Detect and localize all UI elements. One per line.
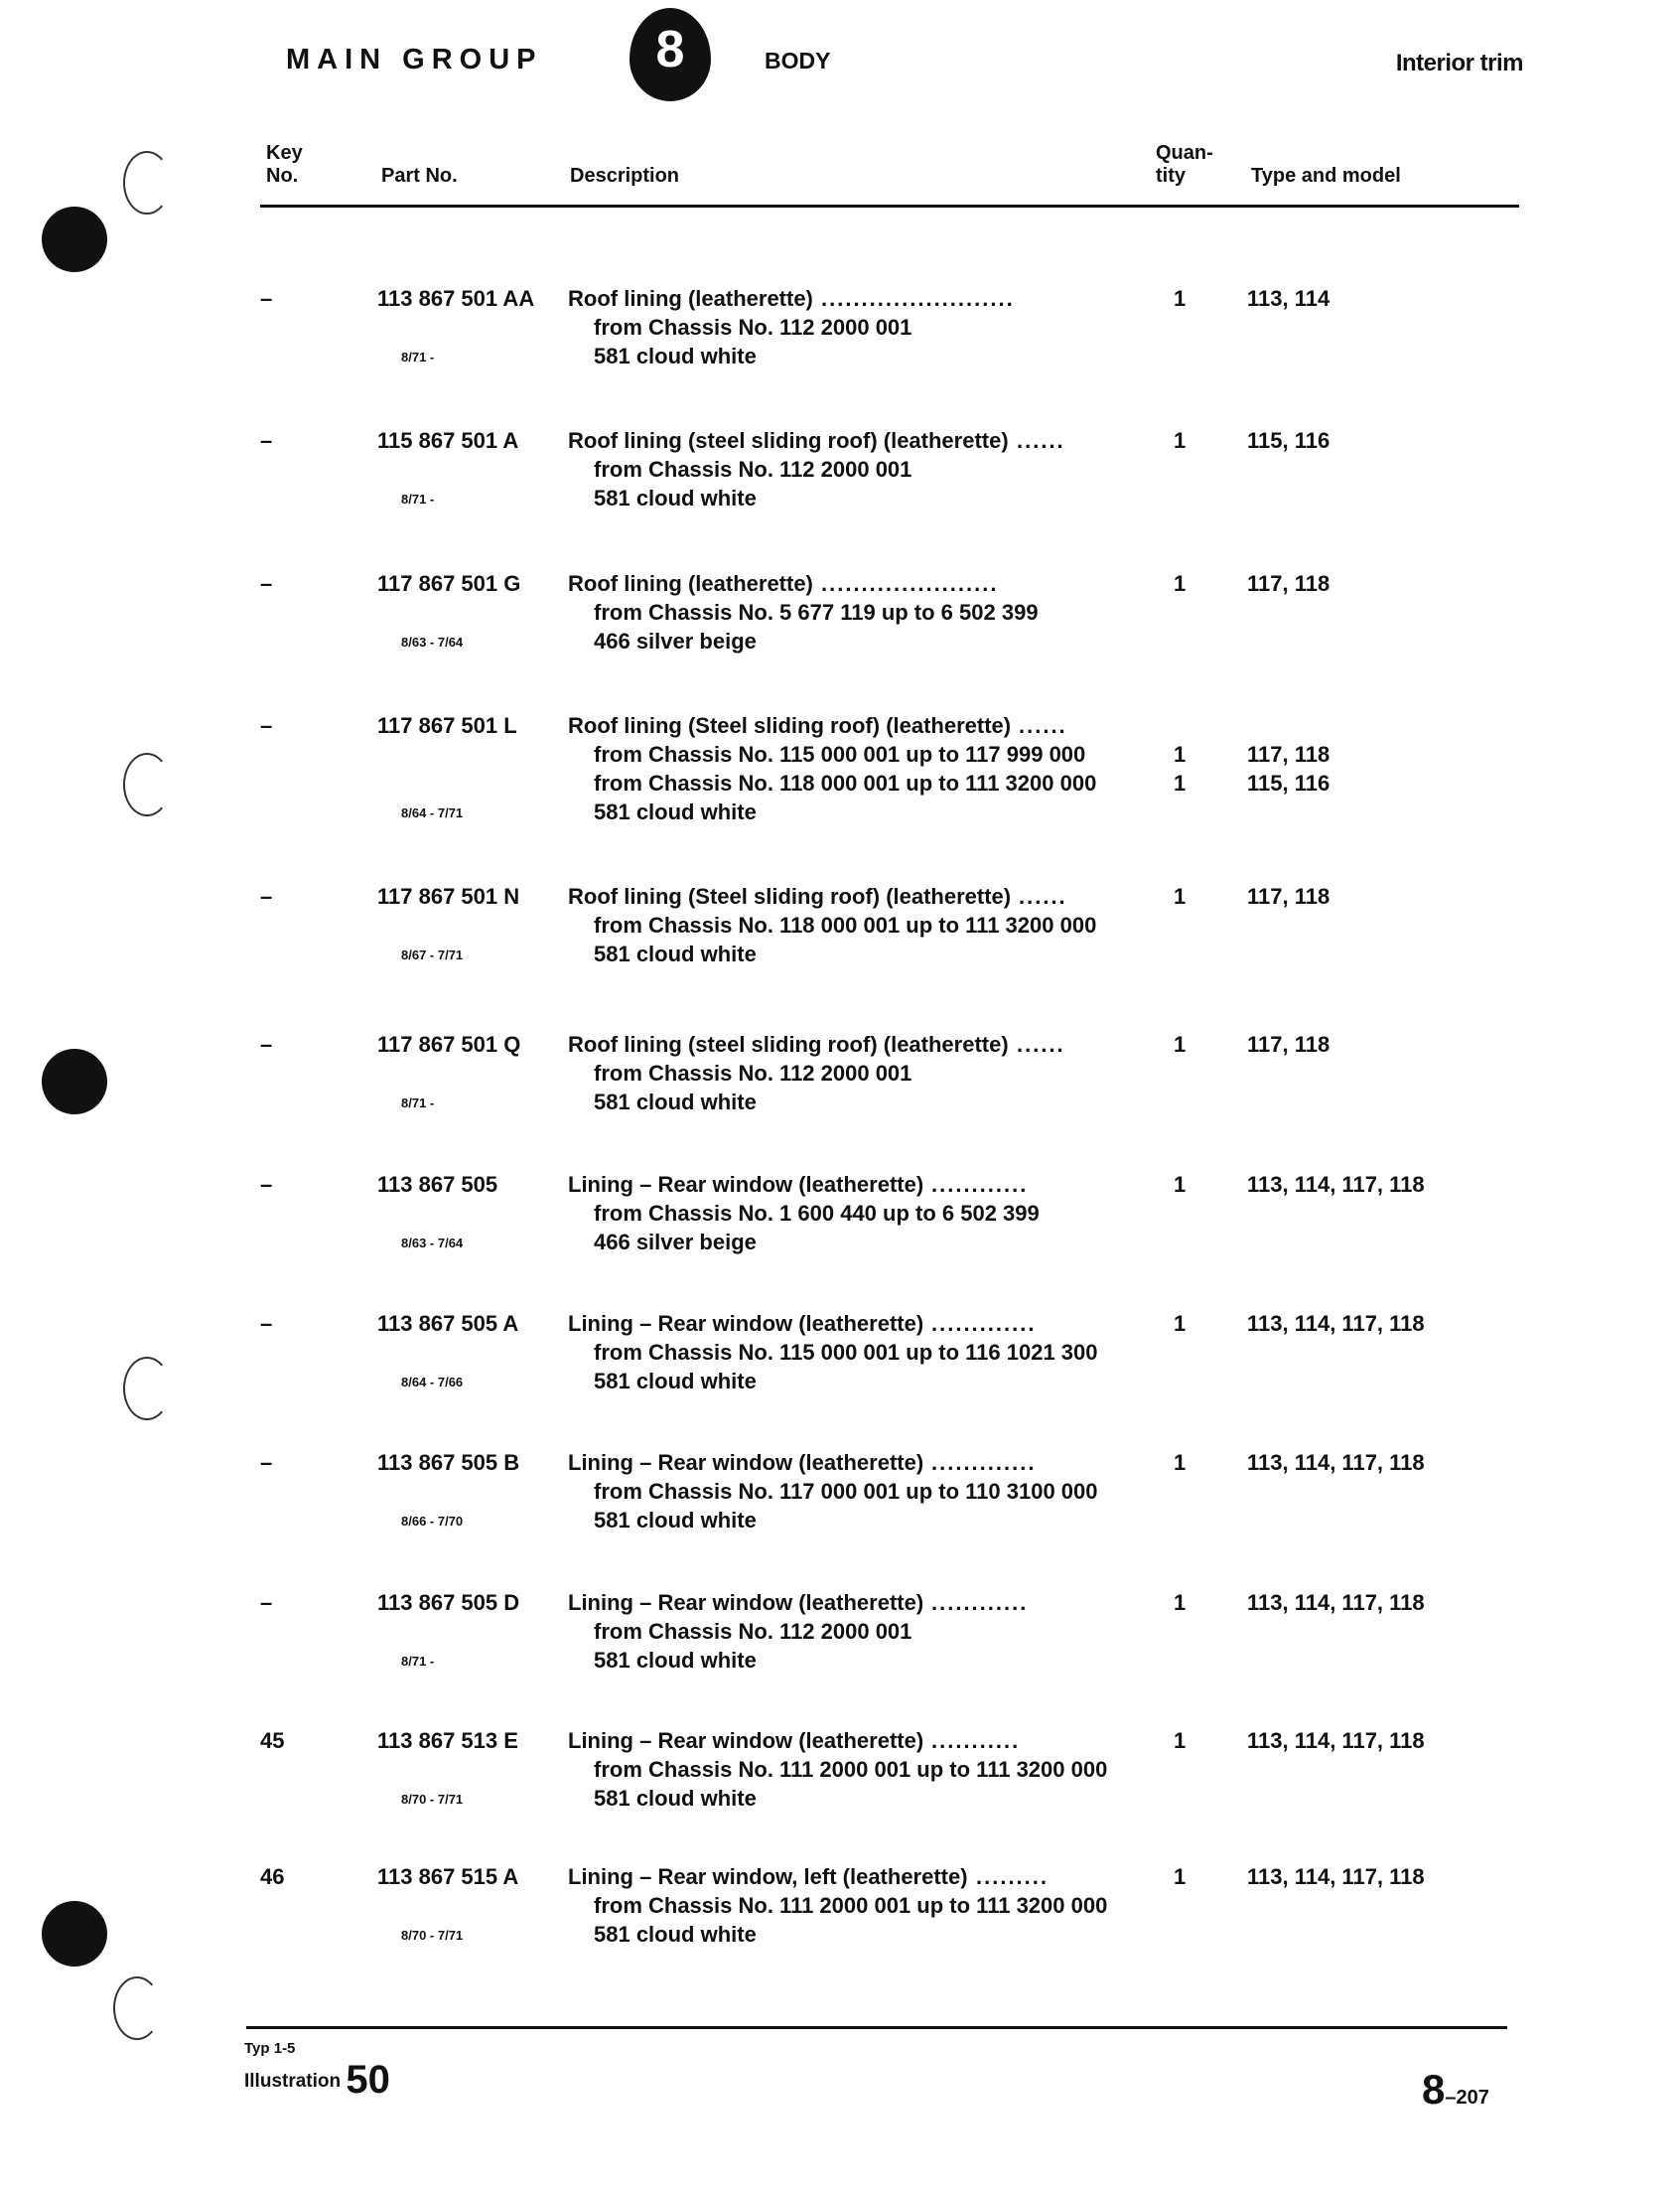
validity-date: 8/70 - 7/71 [401,1792,464,1807]
ring-mark [123,1357,171,1420]
group-number: 8 [655,21,685,78]
leader-dots: ...... [1017,428,1065,453]
part-number: 113 867 513 E [377,1728,518,1753]
col-qty-line2: tity [1156,165,1186,187]
sub-line: from Chassis No. 115 000 001 up to 117 999 000 [594,742,1086,767]
col-quantity [1156,142,1213,188]
punch-hole-middle [42,1049,107,1114]
part-number: 113 867 505 B [377,1450,520,1475]
leader-dots: ...................... [821,571,999,596]
quantity: 1 [1174,884,1187,909]
sub-line: 581 cloud white [594,1369,757,1393]
key-number: – [260,428,273,453]
leader-dots: ............. [931,1450,1037,1475]
illustration-number: 50 [346,2058,390,2102]
type-model: 113, 114, 117, 118 [1247,1450,1425,1475]
quantity: 1 [1174,1450,1187,1475]
leader-dots: ............ [931,1172,1029,1197]
validity-date: 8/71 - [401,1095,435,1110]
type-model: 117, 118 [1247,1032,1330,1057]
col-key-line1: Key [266,142,303,164]
sub-line: from Chassis No. 5 677 119 up to 6 502 399 [594,600,1039,625]
sub-line: 581 cloud white [594,1786,757,1811]
description: Lining – Rear window (leatherette) [568,1590,924,1615]
sub-line: 466 silver beige [594,629,757,654]
leader-dots: ...... [1019,713,1067,738]
punch-hole-top [42,207,107,272]
main-group-label: MAIN GROUP [286,44,543,75]
leader-dots: ............ [931,1590,1029,1615]
quantity: 1 [1174,1590,1187,1615]
type-label: Typ 1-5 [244,2040,296,2057]
page-number-sub: –207 [1445,2087,1489,2109]
description: Roof lining (Steel sliding roof) (leatherette) [568,884,1012,909]
leader-dots: ............. [931,1311,1037,1336]
illustration-label: Illustration [244,2071,342,2092]
type-model: 115, 116 [1247,428,1330,453]
col-key [266,142,303,188]
sub-type-model: 115, 116 [1247,771,1330,796]
description: Lining – Rear window (leatherette) [568,1450,924,1475]
validity-date: 8/66 - 7/70 [401,1514,464,1529]
validity-date: 8/70 - 7/71 [401,1928,464,1943]
ring-mark [123,151,171,215]
type-model: 113, 114, 117, 118 [1247,1590,1425,1615]
description: Roof lining (steel sliding roof) (leatherette) [568,1032,1009,1057]
sub-line: from Chassis No. 111 2000 001 up to 111 3200 000 [594,1757,1108,1782]
col-part-no: Part No. [381,165,458,187]
validity-date: 8/71 - [401,492,435,507]
quantity: 1 [1174,1311,1187,1336]
type-model: 113, 114, 117, 118 [1247,1728,1425,1753]
key-number: – [260,1311,273,1336]
validity-date: 8/71 - [401,350,435,365]
type-model: 113, 114, 117, 118 [1247,1172,1425,1197]
type-model: 113, 114, 117, 118 [1247,1864,1425,1889]
sub-line: from Chassis No. 112 2000 001 [594,457,912,482]
validity-date: 8/63 - 7/64 [401,1236,464,1250]
col-key-line2: No. [266,165,299,187]
sub-line: 581 cloud white [594,1090,757,1114]
validity-date: 8/64 - 7/71 [401,805,464,820]
part-number: 117 867 501 G [377,571,521,596]
header-rule [260,205,1519,208]
quantity: 1 [1174,1864,1187,1889]
sub-line: from Chassis No. 118 000 001 up to 111 3200 000 [594,771,1097,796]
sub-type-model: 117, 118 [1247,742,1330,767]
description: Lining – Rear window (leatherette) [568,1311,924,1336]
leader-dots: ......... [976,1864,1050,1889]
quantity: 1 [1174,286,1187,311]
key-number: – [260,1590,273,1615]
col-qty-line1: Quan- [1156,142,1213,164]
part-number: 117 867 501 Q [377,1032,521,1057]
sub-line: from Chassis No. 117 000 001 up to 110 3100 000 [594,1479,1098,1504]
type-model: 117, 118 [1247,884,1330,909]
sub-line: 581 cloud white [594,1508,757,1533]
key-number: – [260,884,273,909]
sub-quantity: 1 [1174,742,1187,767]
part-number: 113 867 505 A [377,1311,519,1336]
page-number-main: 8 [1422,2066,1446,2113]
description: Roof lining (leatherette) [568,571,813,596]
sub-line: 581 cloud white [594,486,757,511]
leader-dots: ...... [1019,884,1067,909]
punch-hole-bottom [42,1901,107,1967]
section-title: Interior trim [1395,50,1523,76]
part-number: 113 867 505 D [377,1590,520,1615]
quantity: 1 [1174,571,1187,596]
group-number-badge [630,8,711,101]
footer-rule [246,2026,1507,2029]
type-model: 113, 114 [1247,286,1330,311]
sub-line: from Chassis No. 111 2000 001 up to 111 3200 000 [594,1893,1108,1918]
illustration-ref [244,2058,390,2103]
sub-line: from Chassis No. 1 600 440 up to 6 502 399 [594,1201,1040,1226]
validity-date: 8/67 - 7/71 [401,948,464,962]
validity-date: 8/71 - [401,1654,435,1669]
key-number: – [260,571,273,596]
sub-line: from Chassis No. 112 2000 001 [594,1619,912,1644]
part-number: 113 867 505 [377,1172,498,1197]
part-number: 117 867 501 N [377,884,520,909]
validity-date: 8/64 - 7/66 [401,1375,464,1389]
sub-line: from Chassis No. 118 000 001 up to 111 3200 000 [594,913,1097,938]
page-number [1422,2066,1489,2114]
col-description: Description [570,165,680,187]
sub-line: from Chassis No. 112 2000 001 [594,1061,912,1086]
part-number: 115 867 501 A [377,428,519,453]
quantity: 1 [1174,1728,1187,1753]
validity-date: 8/63 - 7/64 [401,635,464,650]
description: Lining – Rear window (leatherette) [568,1172,924,1197]
sub-line: 581 cloud white [594,1648,757,1673]
description: Roof lining (leatherette) [568,286,813,311]
leader-dots: ...... [1017,1032,1065,1057]
sub-quantity: 1 [1174,771,1187,796]
part-number: 113 867 501 AA [377,286,535,311]
part-number: 117 867 501 L [377,713,517,738]
leader-dots: ........................ [821,286,1015,311]
sub-line: 581 cloud white [594,1922,757,1947]
description: Roof lining (steel sliding roof) (leatherette) [568,428,1009,453]
part-number: 113 867 515 A [377,1864,519,1889]
sub-line: from Chassis No. 115 000 001 up to 116 1021 300 [594,1340,1098,1365]
key-number: 46 [260,1864,285,1889]
ring-mark [113,1976,161,2040]
ring-mark [123,753,171,816]
key-number: – [260,1032,273,1057]
col-type-model: Type and model [1251,165,1401,187]
leader-dots: ........... [931,1728,1021,1753]
key-number: – [260,286,273,311]
quantity: 1 [1174,428,1187,453]
type-model: 117, 118 [1247,571,1330,596]
sub-line: from Chassis No. 112 2000 001 [594,315,912,340]
quantity: 1 [1174,1032,1187,1057]
type-model: 113, 114, 117, 118 [1247,1311,1425,1336]
sub-line: 581 cloud white [594,800,757,824]
sub-line: 581 cloud white [594,942,757,966]
key-number: – [260,713,273,738]
description: Lining – Rear window (leatherette) [568,1728,924,1753]
sub-line: 581 cloud white [594,344,757,368]
key-number: 45 [260,1728,285,1753]
quantity: 1 [1174,1172,1187,1197]
description: Lining – Rear window, left (leatherette) [568,1864,968,1889]
key-number: – [260,1172,273,1197]
sub-line: 466 silver beige [594,1230,757,1254]
description: Roof lining (Steel sliding roof) (leatherette) [568,713,1012,738]
group-name: BODY [765,48,831,73]
key-number: – [260,1450,273,1475]
